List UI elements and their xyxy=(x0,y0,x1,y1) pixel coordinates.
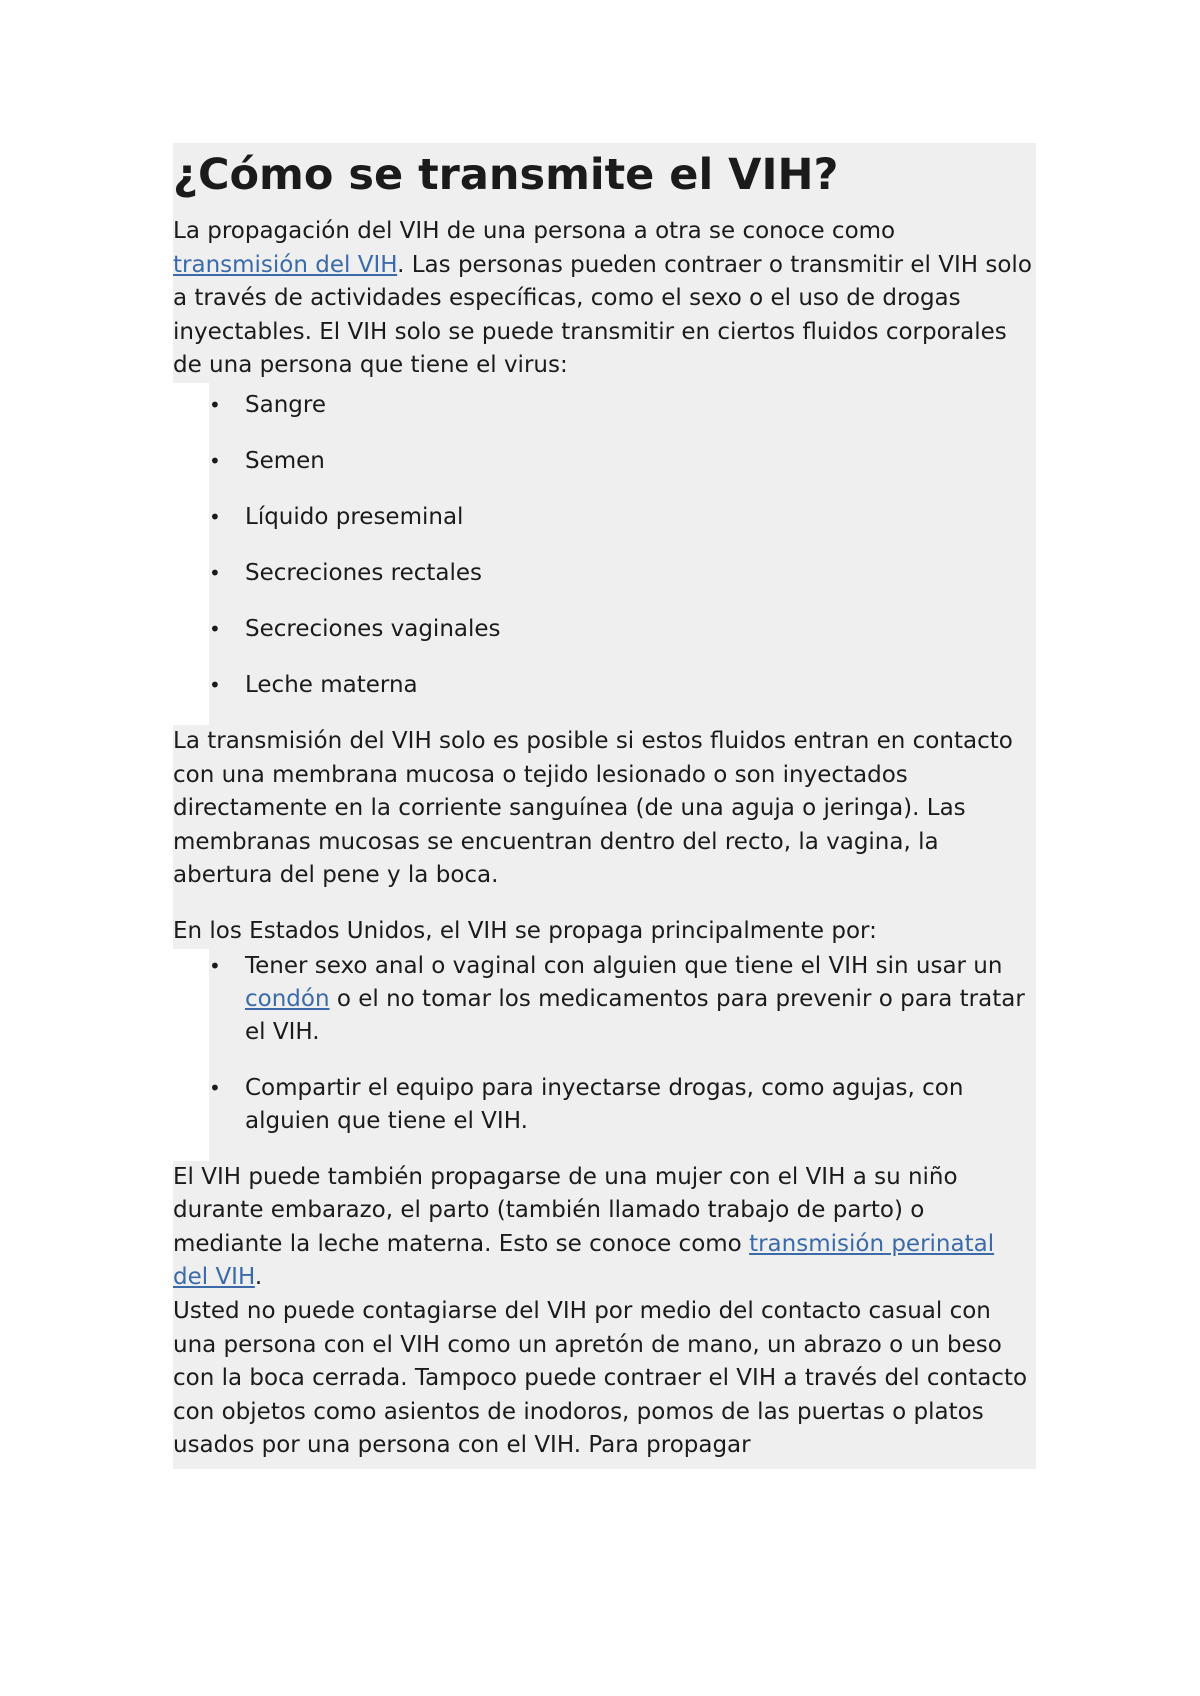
spread-item-text-after: o el no tomar los medicamentos para prevenir o para tratar el VIH. xyxy=(245,985,1025,1045)
spread-ways-list xyxy=(209,949,1036,1161)
spread-item-text-before: Tener sexo anal o vaginal con alguien que tiene el VIH sin usar un xyxy=(245,952,1003,979)
body-fluids-list xyxy=(209,383,1036,725)
perinatal-text-after: . xyxy=(254,1264,263,1291)
casual-contact-paragraph: Usted no puede contagiarse del VIH por medio del contacto casual con una persona con el VIH como un apretón de mano, un abrazo o un beso con la boca cerrada. Tampoco puede contraer el VIH a través del contacto con objetos como asientos de inodoros, pomos de las puertas o platos usados por una persona con el VIH. Para propagar xyxy=(173,1297,1028,1459)
perinatal-paragraph xyxy=(173,1161,1036,1295)
us-spread-paragraph: En los Estados Unidos, el VIH se propaga principalmente por: xyxy=(173,917,877,944)
intro-block xyxy=(173,215,1036,383)
list-item: • Leche materna xyxy=(245,669,1036,725)
transmission-link[interactable]: transmisión del VIH xyxy=(173,251,398,278)
intro-paragraph xyxy=(173,215,1036,383)
list-item: • Secreciones rectales xyxy=(245,557,1036,613)
perinatal-transmission-link[interactable]: transmisión perinatal del VIH xyxy=(173,1230,995,1291)
mucous-paragraph: La transmisión del VIH solo es posible si estos fluidos entran en contacto con una membrana mucosa o tejido lesionado o son inyectados directamente en la corriente sanguínea (de una aguja o jeringa). Las membranas mucosas se encuentran dentro del recto, la vagina, la abertura del pene y la boca. xyxy=(173,727,1013,889)
list-item: • Sangre xyxy=(245,389,1036,445)
list-item: • Líquido preseminal xyxy=(245,501,1036,557)
heading-block xyxy=(173,143,1036,215)
list-item: • Compartir el equipo para inyectarse drogas, como agujas, con alguien que tiene el VIH. xyxy=(245,1072,1036,1161)
intro-text-after: . Las personas pueden contraer o transmitir el VIH solo a través de actividades específicas, como el sexo o el uso de drogas inyectables. El VIH solo se puede transmitir en ciertos fluidos corporales de una persona que tiene el virus: xyxy=(173,251,1032,379)
list-item: • Secreciones vaginales xyxy=(245,613,1036,669)
page-title: ¿Cómo se transmite el VIH? xyxy=(173,150,839,200)
mucous-block xyxy=(173,725,1036,949)
list-item: • Semen xyxy=(245,445,1036,501)
perinatal-text-before: El VIH puede también propagarse de una mujer con el VIH a su niño durante embarazo, el parto (también llamado trabajo de parto) o mediante la leche materna. Esto se conoce como xyxy=(173,1163,958,1257)
block-end xyxy=(173,1463,1036,1469)
intro-text-before: La propagación del VIH de una persona a otra se conoce como xyxy=(173,218,896,244)
condom-link[interactable]: condón xyxy=(245,985,330,1012)
perinatal-block xyxy=(173,1161,1036,1469)
list-item xyxy=(245,950,1036,1072)
document-body xyxy=(173,143,1036,1469)
